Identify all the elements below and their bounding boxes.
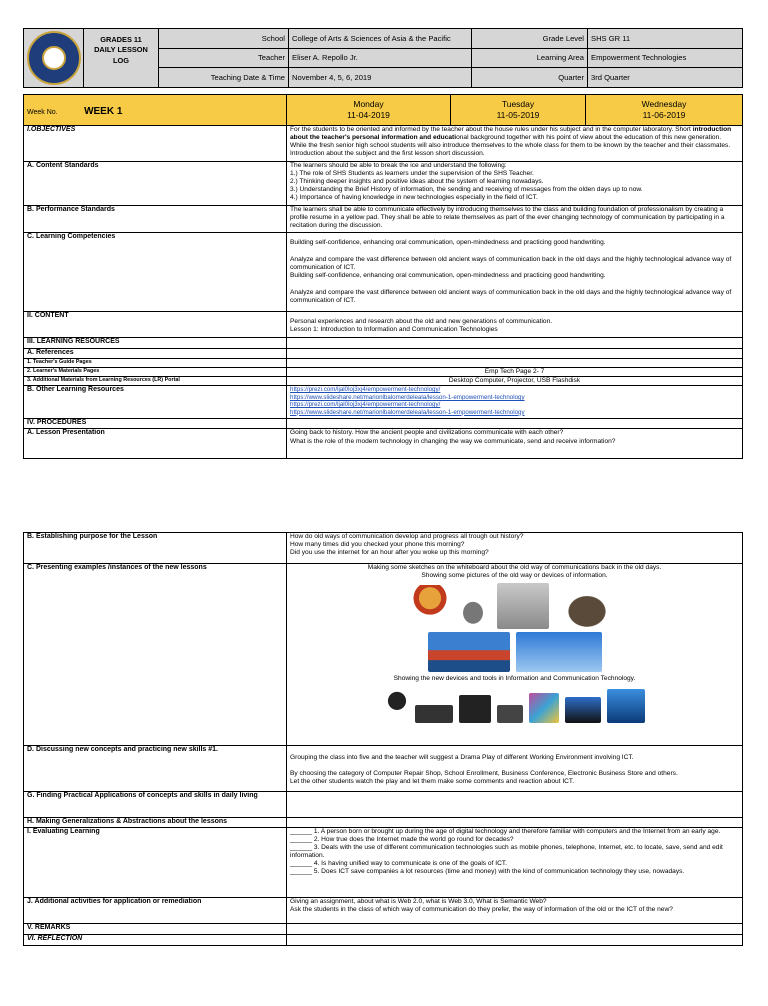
other-resources-links bbox=[287, 386, 743, 419]
procedures-label: IV. PROCEDURES bbox=[24, 419, 287, 429]
week-value: WEEK 1 bbox=[84, 106, 123, 117]
log-title bbox=[84, 29, 159, 88]
day-tuesday bbox=[451, 95, 586, 126]
competencies-text: Building self-confidence, enhancing oral communication, open-mindedness and practicing good handwriting. Analyze and compare the vast difference between old ancient ways of communication back in the old days and the highly technological advance way of communication of ICT. Building self-confidence, enhancing oral communication, open-mindedness and practicing good handwriting. Analyze and compare the vast difference between old ancient ways of communication back in the old days and the highly technological advance way of communication of ICT. bbox=[287, 233, 743, 312]
additional-label: J. Additional activities for application or remediation bbox=[24, 898, 287, 924]
week-cell bbox=[24, 95, 287, 126]
resource-link[interactable]: https://www.slideshare.net/marionlbalomerdeleala/lesson-1-empowerment-technology bbox=[290, 408, 525, 416]
school-logo-icon bbox=[27, 31, 81, 85]
day-wednesday bbox=[586, 95, 743, 126]
day-name: Tuesday bbox=[501, 98, 535, 109]
day-name: Wednesday bbox=[641, 98, 687, 109]
objectives-label: I.OBJECTIVES bbox=[24, 126, 287, 162]
purpose-text: How do old ways of communication develop and progress all trough out history? How many times did you checked your phone this morning? Did you use the internet for an hour after you woke up this morning? bbox=[287, 533, 743, 564]
pigeon-icon bbox=[455, 593, 491, 629]
laptop-icon bbox=[565, 697, 601, 723]
grade-value: SHS GR 11 bbox=[588, 29, 743, 49]
day-date: 11-06-2019 bbox=[642, 110, 686, 120]
lm-label: 2. Learner's Materials Pages bbox=[24, 368, 287, 377]
examples-label: C. Presenting examples /instances of the new lessons bbox=[24, 564, 287, 746]
router-box-icon bbox=[415, 705, 453, 723]
smoke-signal-icon bbox=[411, 585, 449, 629]
resources-label: III. LEARNING RESOURCES bbox=[24, 338, 287, 349]
wifi-router-icon bbox=[459, 695, 491, 723]
lesson-table-page1 bbox=[23, 94, 743, 459]
day-date: 11-04-2019 bbox=[347, 110, 390, 120]
modern-transport-images bbox=[290, 632, 739, 672]
lm-value: Emp Tech Page 2- 7 bbox=[287, 368, 743, 377]
resource-link[interactable]: https://www.slideshare.net/marionlbalomerdeleala/lesson-1-empowerment-technology bbox=[290, 393, 525, 401]
practical-label: G. Finding Practical Applications of concepts and skills in daily living bbox=[24, 792, 287, 818]
date-label: Teaching Date & Time bbox=[159, 68, 289, 88]
reflection-label: VI. REFLECTION bbox=[24, 935, 287, 946]
remarks-label: V. REMARKS bbox=[24, 924, 287, 935]
webcam-icon bbox=[385, 689, 409, 723]
new-devices-images bbox=[290, 689, 739, 723]
smartphones-icon bbox=[529, 693, 559, 723]
header-table bbox=[23, 28, 743, 88]
competencies-label: C. Learning Competencies bbox=[24, 233, 287, 312]
objectives-text: For the students to be oriented and informed by the teacher about the house rules under his subject and in the computer laboratory. Short introduction about the teacher's personal information and educational background together with his point of view about the education of this new generation. While the fresh senior high school students will also introduce themselves to the whole class for them to be known by the teacher and their classmates. Introduction about the subject and the first lesson short discussion. bbox=[287, 126, 743, 162]
other-resources-label: B. Other Learning Resources bbox=[24, 386, 287, 419]
area-label: Learning Area bbox=[472, 48, 588, 68]
school-label: School bbox=[159, 29, 289, 49]
desktop-computer-icon bbox=[607, 689, 645, 723]
discuss-label: D. Discussing new concepts and practicing new skills #1. bbox=[24, 746, 287, 792]
old-devices-images bbox=[290, 583, 739, 629]
horse-rider-icon bbox=[497, 583, 549, 629]
boat-icon bbox=[555, 585, 619, 629]
generalize-label: H. Making Generalizations & Abstractions about the lessons bbox=[24, 818, 287, 828]
quarter-value: 3rd Quarter bbox=[588, 68, 743, 88]
lesson-table-page2 bbox=[23, 532, 743, 946]
day-date: 11-05-2019 bbox=[496, 110, 540, 120]
evaluate-label: I. Evaluating Learning bbox=[24, 828, 287, 898]
content-text: Personal experiences and research about the old and new generations of communication. Lesson 1: Introduction to Information and Communication Technologies bbox=[287, 312, 743, 338]
resource-link[interactable]: https://prezi.com/ljal0loj3xj4/empowerment-technology/ bbox=[290, 401, 441, 409]
week-label: Week No. bbox=[27, 109, 58, 116]
content-standards-label: A. Content Standards bbox=[24, 162, 287, 206]
references-label: A. References bbox=[24, 349, 287, 359]
airplane-icon bbox=[516, 632, 602, 672]
performance-standards-text: The learners shall be able to communicate effectively by introducing themselves to the class and building foundation of professionalism by creating a profile resume in a yellow pad. They shall be able to relate themselves as part of the ever changing technology of communication by participating in a recitation during the discussion. bbox=[287, 206, 743, 233]
purpose-label: B. Establishing purpose for the Lesson bbox=[24, 533, 287, 564]
title-dll: DAILY LESSON LOG bbox=[94, 45, 148, 65]
tablet-icon bbox=[497, 705, 523, 723]
evaluate-items: ______ 1. A person born or brought up during the age of digital technology and therefore familiar with computers and the Internet from an early age. ______ 2. How true does the Internet made the world go round for decades? ______ 3. Deals with the use of different communication technologies such as mobile phones, telephone, Internet, etc. to locate, save, send and edit information. ______ 4. Is having unified way to communicate is one of the goals of ICT. ______ 5. Does ICT save companies a lot resources (time and money) with the kind of communication technology they use, nowadays. bbox=[287, 828, 743, 898]
teacher-label: Teacher bbox=[159, 48, 289, 68]
grade-label: Grade Level bbox=[472, 29, 588, 49]
resource-link[interactable]: https://prezi.com/ljal0loj3xj4/empowerment-technology/ bbox=[290, 386, 441, 394]
day-name: Monday bbox=[353, 98, 384, 109]
day-monday bbox=[287, 95, 451, 126]
additional-text: Giving an assignment, about what is Web 2.0, what is Web 3.0, What is Semantic Web? Ask the students in the class of which way of communication do they prefer, the way of information of the old or the ICT of the new? bbox=[287, 898, 743, 924]
discuss-text: Grouping the class into five and the teacher will suggest a Drama Play of different Working Environment involving ICT. By choosing the category of Computer Repair Shop, School Enrollment, Business Conference, Electronic Business Store and others. Let the other students watch the play and let them make some comments and reaction about ICT. bbox=[287, 746, 743, 792]
school-value: College of Arts & Sciences of Asia & the Pacific bbox=[289, 29, 472, 49]
examples-cell: Making some sketches on the whiteboard about the old way of communications back in the old days. Showing some pictures of the old way or devices of information. Showing the new devices and tools in Information and Communication Technology. bbox=[287, 564, 743, 746]
ship-icon bbox=[428, 632, 510, 672]
title-grades: GRADES 11 bbox=[100, 35, 142, 44]
lr-value: Desktop Computer, Projector, USB Flashdisk bbox=[287, 377, 743, 386]
content-standards-text: The learners should be able to break the ice and understand the following: 1.) The role of SHS Students as learners under the supervision of the SHS Teacher. 2.) Thinking deeper insights and positive ideas about the system of learning nowadays. 3.) Understanding the Brief History of information, the sending and receiving of messages from the olden days up to now. 4.) Importance of having knowledge in new technologies especially in the field of ICT. bbox=[287, 162, 743, 206]
teacher-value: Eliser A. Repollo Jr. bbox=[289, 48, 472, 68]
presentation-text: Going back to history. How the ancient people and civilizations communicate with each other? What is the role of the modern technology in changing the way we communicate, send and receive information? bbox=[287, 429, 743, 459]
date-value: November 4, 5, 6, 2019 bbox=[289, 68, 472, 88]
logo-cell bbox=[24, 29, 84, 88]
presentation-label: A. Lesson Presentation bbox=[24, 429, 287, 459]
quarter-label: Quarter bbox=[472, 68, 588, 88]
area-value: Empowerment Technologies bbox=[588, 48, 743, 68]
content-label: II. CONTENT bbox=[24, 312, 287, 338]
tg-label: 1. Teacher's Guide Pages bbox=[24, 359, 287, 368]
performance-standards-label: B. Performance Standards bbox=[24, 206, 287, 233]
lr-label: 3. Additional Materials from Learning Resources (LR) Portal bbox=[24, 377, 287, 386]
